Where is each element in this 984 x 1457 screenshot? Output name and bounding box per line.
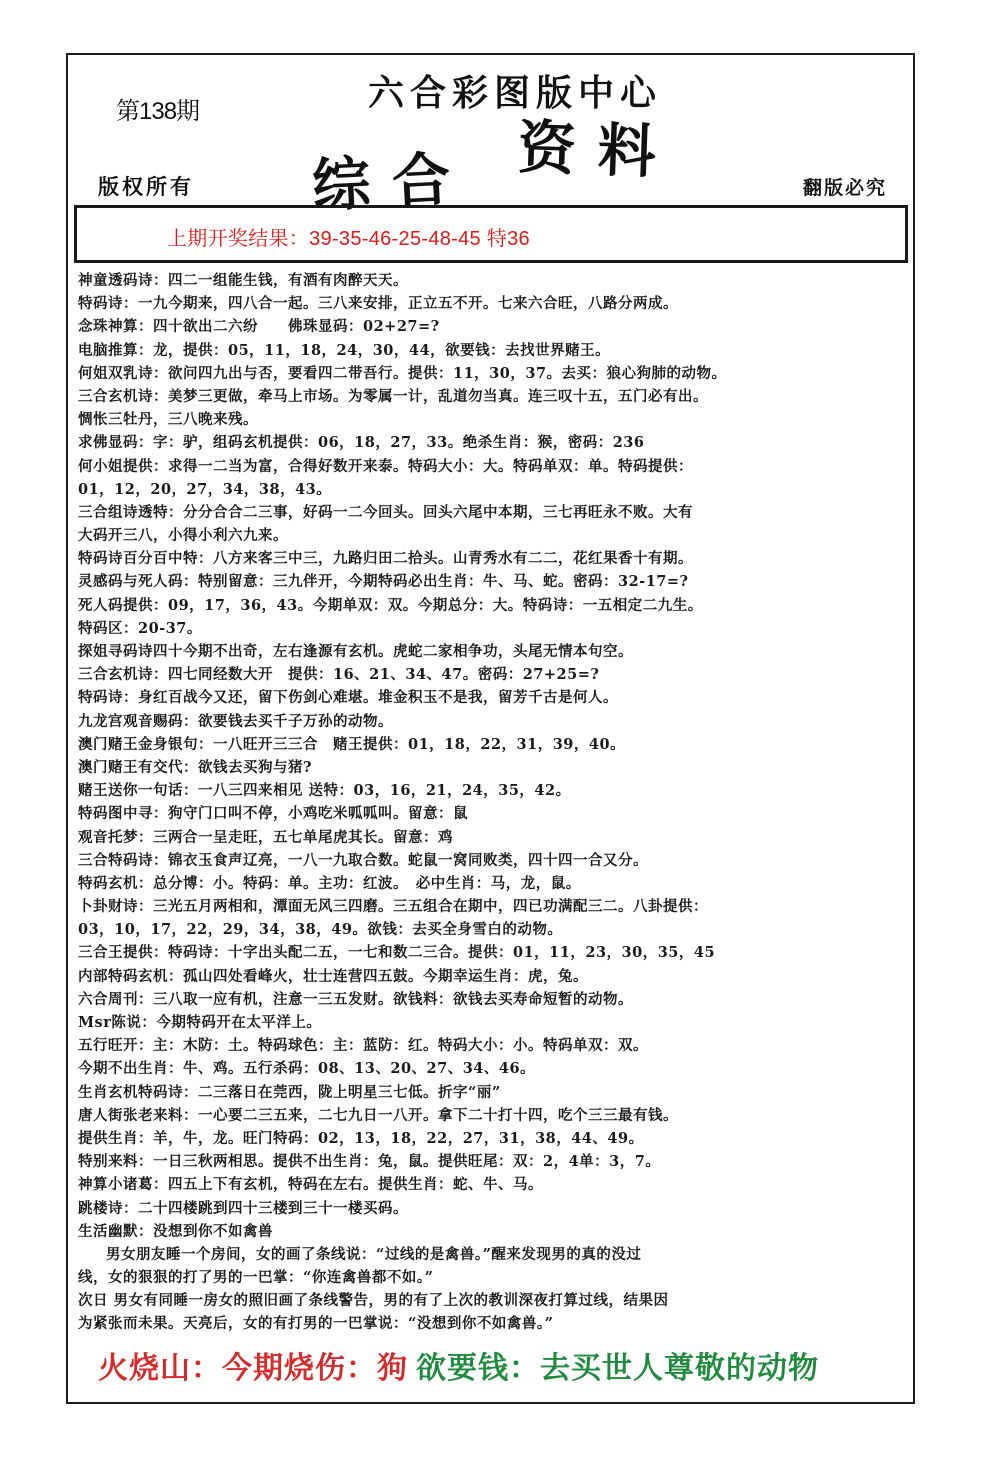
text-line: 探姐寻码诗四十今期不出奇，左右逢源有玄机。虎蛇二家相争功，头尾无情本句空。 (78, 643, 633, 660)
last-result-text: 上期开奖结果：39-35-46-25-48-45 特36 (167, 228, 530, 250)
text-line: 澳门赌王有交代：欲钱去买狗与猪? (78, 758, 312, 776)
text-line: 死人码提供：09，17，36，43。今期单双：双。今期总分：大。特码诗：一五相定二九生。 (78, 596, 703, 614)
text-line: 何姐双乳诗：欲问四九出与否，要看四二带吾行。提供：11，30，37。去买：狼心狗肺的动物。 (78, 364, 727, 382)
text-line: 观音托梦：三两合一呈走旺，五七单尾虎其长。留意：鸡 (78, 828, 453, 846)
footer-red-text: 火烧山：今期烧伤：狗 (98, 1351, 408, 1386)
text-line: 提供生肖：羊，牛，龙。旺门特码：02，13，18，22，27，31，38，44、49。 (78, 1129, 644, 1147)
text-line: 特码图中寻：狗守门口叫不停，小鸡吃米呱呱叫。留意：鼠 (78, 805, 468, 823)
content-body (78, 269, 908, 1336)
text-line: 特码诗百分百中特：八方来客三中三，九路归田二拾头。山青秀水有二二，花红果香十有期。 (78, 550, 693, 568)
text-line: 六合周刊：三八取一应有机，注意一三五发财。欲钱料：欲钱去买寿命短暂的动物。 (78, 990, 633, 1008)
text-line: 卜卦财诗：三光五月两相和，潭面无风三四磨。三五组合在期中，四已功满配三二。八卦提供： (78, 898, 708, 916)
text-line: 今期不出生肖：牛、鸡。五行杀码：08、13、20、27、34、46。 (78, 1060, 536, 1078)
text-line: 三合玄机诗：四七同经数大开 提供：16、21、34、47。密码：27+25=? (78, 666, 600, 684)
text-line: 特码玄机：总分博：小。特码：单。主功：红波。 必中生肖：马，龙，鼠。 (78, 874, 581, 892)
main-title-part2: 资料 (516, 113, 679, 187)
text-line: Msr陈说：今期特码开在太平洋上。 (78, 1014, 322, 1031)
document-sheet (66, 53, 915, 1404)
text-line: 三合组诗透特：分分合合二三事，好码一二今回头。回头六尾中本期，三七再旺永不败。大有 (78, 503, 693, 521)
text-line: 跳楼诗：二十四楼跳到四十三楼到三十一楼买码。 (78, 1199, 408, 1217)
text-line: 灵感码与死人码：特别留意：三九伴开，今期特码必出生肖：牛、马、蛇。密码：32-17=? (78, 573, 689, 591)
issue-number: 第138期 (116, 98, 200, 125)
text-line: 01，12，20，27，34，38，43。 (78, 480, 332, 498)
text-line: 生肖玄机特码诗：二三落日在莞西，陇上明星三七低。折字“丽” (78, 1083, 501, 1101)
text-line: 生活幽默：没想到你不如禽兽 (78, 1222, 273, 1240)
text-line: 特别来料：一日三秋两相思。提供不出生肖：兔，鼠。提供旺尾：双：2，4单：3，7。 (78, 1153, 661, 1171)
main-title-part1: 综合 (310, 143, 474, 221)
text-line: 内部特码玄机：孤山四处看峰火，壮士连营四五鼓。今期幸运生肖：虎，兔。 (78, 967, 588, 985)
text-line: 特码区：20-37。 (78, 619, 202, 637)
text-line: 五行旺开：主：木防：土。特码球色：主：蓝防：红。特码大小：小。特码单双：双。 (78, 1037, 648, 1055)
footer-banner (98, 1343, 819, 1387)
joke-line: 次日 男女有同睡一房女的照旧画了条线警告，男的有了上次的教训深夜打算过线，结果因 (78, 1292, 669, 1310)
joke-line: 为紧张而未果。天亮后，女的有打男的一巴掌说：“没想到你不如禽兽。” (78, 1315, 554, 1333)
joke-line: 线，女的狠狠的打了男的一巴掌：“你连禽兽都不如。” (78, 1269, 434, 1287)
text-line: 何小姐提供：求得一二当为富，合得好数开来泰。特码大小：大。特码单双：单。特码提供： (78, 457, 693, 475)
text-line: 三合王提供：特码诗：十字出头配二五，一七和数二三合。提供：01，11，23，30，35，45 (78, 944, 716, 962)
text-line: 电脑推算：龙，提供：05，11，18，24，30，44，欲要钱：去找世界赌王。 (78, 341, 611, 359)
text-line: 大码开三八，小得小利六九来。 (78, 527, 288, 545)
text-line: 念珠神算：四十欲出二六纷 佛珠显码：02+27=? (78, 318, 440, 336)
text-line: 特码诗：身红百战今又还，留下伤剑心难堪。堆金积玉不是我，留芳千古是何人。 (78, 689, 618, 707)
footer-green-text: 欲要钱：去买世人尊敬的动物 (416, 1351, 819, 1386)
last-result-box (74, 205, 908, 263)
text-line: 九龙宫观音赐码：欲要钱去买千子万孙的动物。 (78, 712, 393, 730)
text-line: 三合玄机诗：美梦三更做，牵马上市场。为零属一计，乱道勿当真。连三叹十五，五门必有出。 (78, 387, 708, 405)
text-line: 三合特码诗：锦衣玉食声辽亮，一八一九取合数。蛇鼠一窝同败类，四十四一合又分。 (78, 851, 648, 869)
text-line: 求佛显码：字：驴，组码玄机提供：06，18，27，33。绝杀生肖：猴，密码：236 (78, 434, 645, 452)
text-line: 03，10，17，22，29，34，38，49。欲钱：去买全身雪白的动物。 (78, 921, 563, 939)
copyright-note: 版权所有 (98, 174, 194, 199)
piracy-note: 翻版必究 (802, 177, 887, 199)
text-line: 惆怅三牡丹，三八晚来残。 (78, 411, 258, 429)
text-line: 唐人街张老来料：一心要二三五来，二七九日一八开。拿下二十打十四，吃个三三最有钱。 (78, 1106, 678, 1124)
text-line: 神算小诸葛：四五上下有玄机，特码在左右。提供生肖：蛇、牛、马。 (78, 1176, 543, 1194)
brand-title: 六合彩图版中心 (368, 72, 663, 114)
joke-line: 男女朋友睡一个房间，女的画了条线说：“过线的是禽兽。”醒来发现男的真的没过 (106, 1245, 642, 1263)
text-line: 特码诗：一九今期来，四八合一起。三八来安排，正立五不开。七来六合旺，八路分两成。 (78, 295, 678, 313)
text-line: 神童透码诗：四二一组能生钱，有酒有肉醉天天。 (78, 272, 408, 289)
text-line: 澳门赌王金身银句：一八旺开三三合 赌王提供：01，18，22，31，39，40。 (78, 735, 626, 753)
text-line: 赌王送你一句话：一八三四来相见 送特：03，16，21，24，35，42。 (78, 782, 571, 800)
